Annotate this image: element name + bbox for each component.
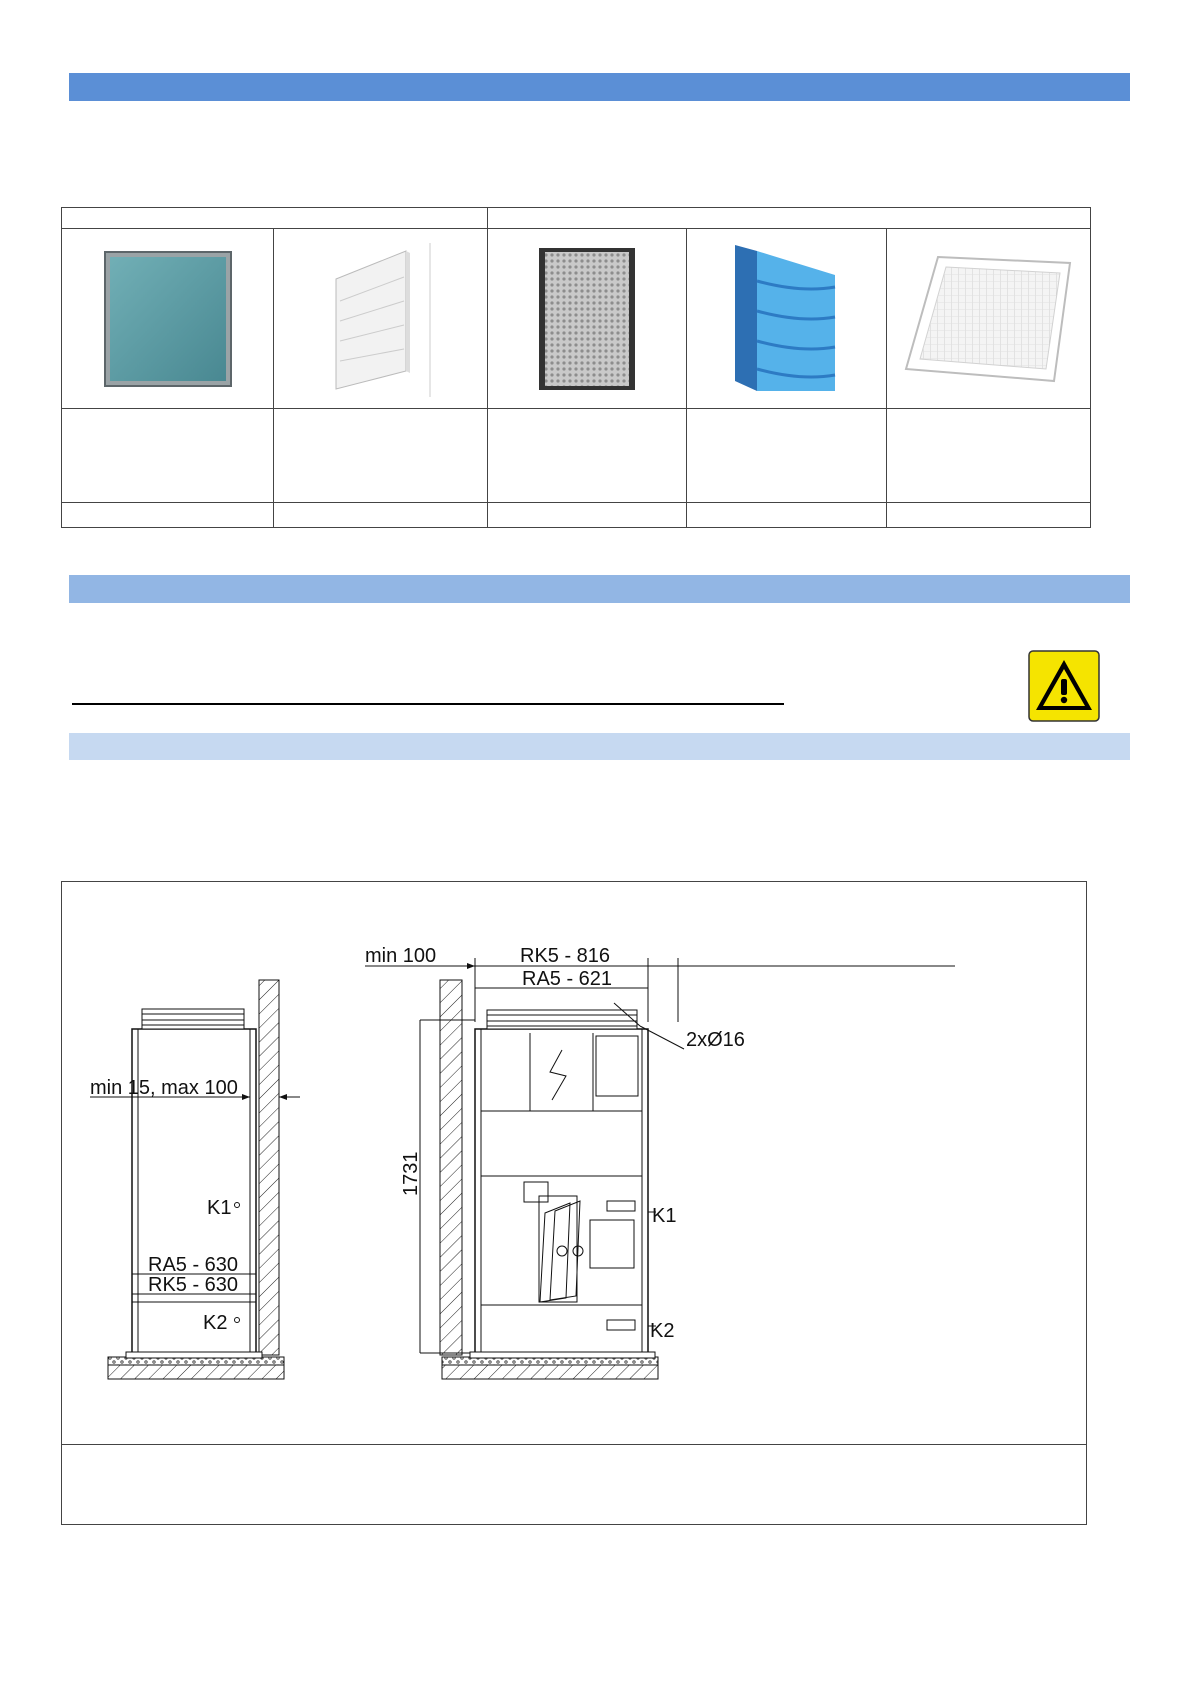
label-pipe-diameter: 2xØ16 [686,1029,745,1051]
label-k2-left: K2 [203,1312,228,1334]
dim-min-15-max-100: min 15, max 100 [90,1077,238,1099]
dim-rk5-816: RK5 - 816 [520,945,611,967]
dim-height-1731: 1731 [400,1151,422,1196]
dim-rk5-630: RK5 - 630 [148,1274,239,1296]
label-k2-right: K2 [650,1320,675,1342]
side-view [90,980,300,1379]
front-view [365,958,955,1379]
label-k1-right: K1 [652,1205,677,1227]
dim-min-100: min 100 [365,945,437,967]
dim-ra5-621: RA5 - 621 [522,968,613,990]
dim-ra5-630: RA5 - 630 [148,1254,239,1276]
label-k1-left: K1 [207,1197,232,1219]
